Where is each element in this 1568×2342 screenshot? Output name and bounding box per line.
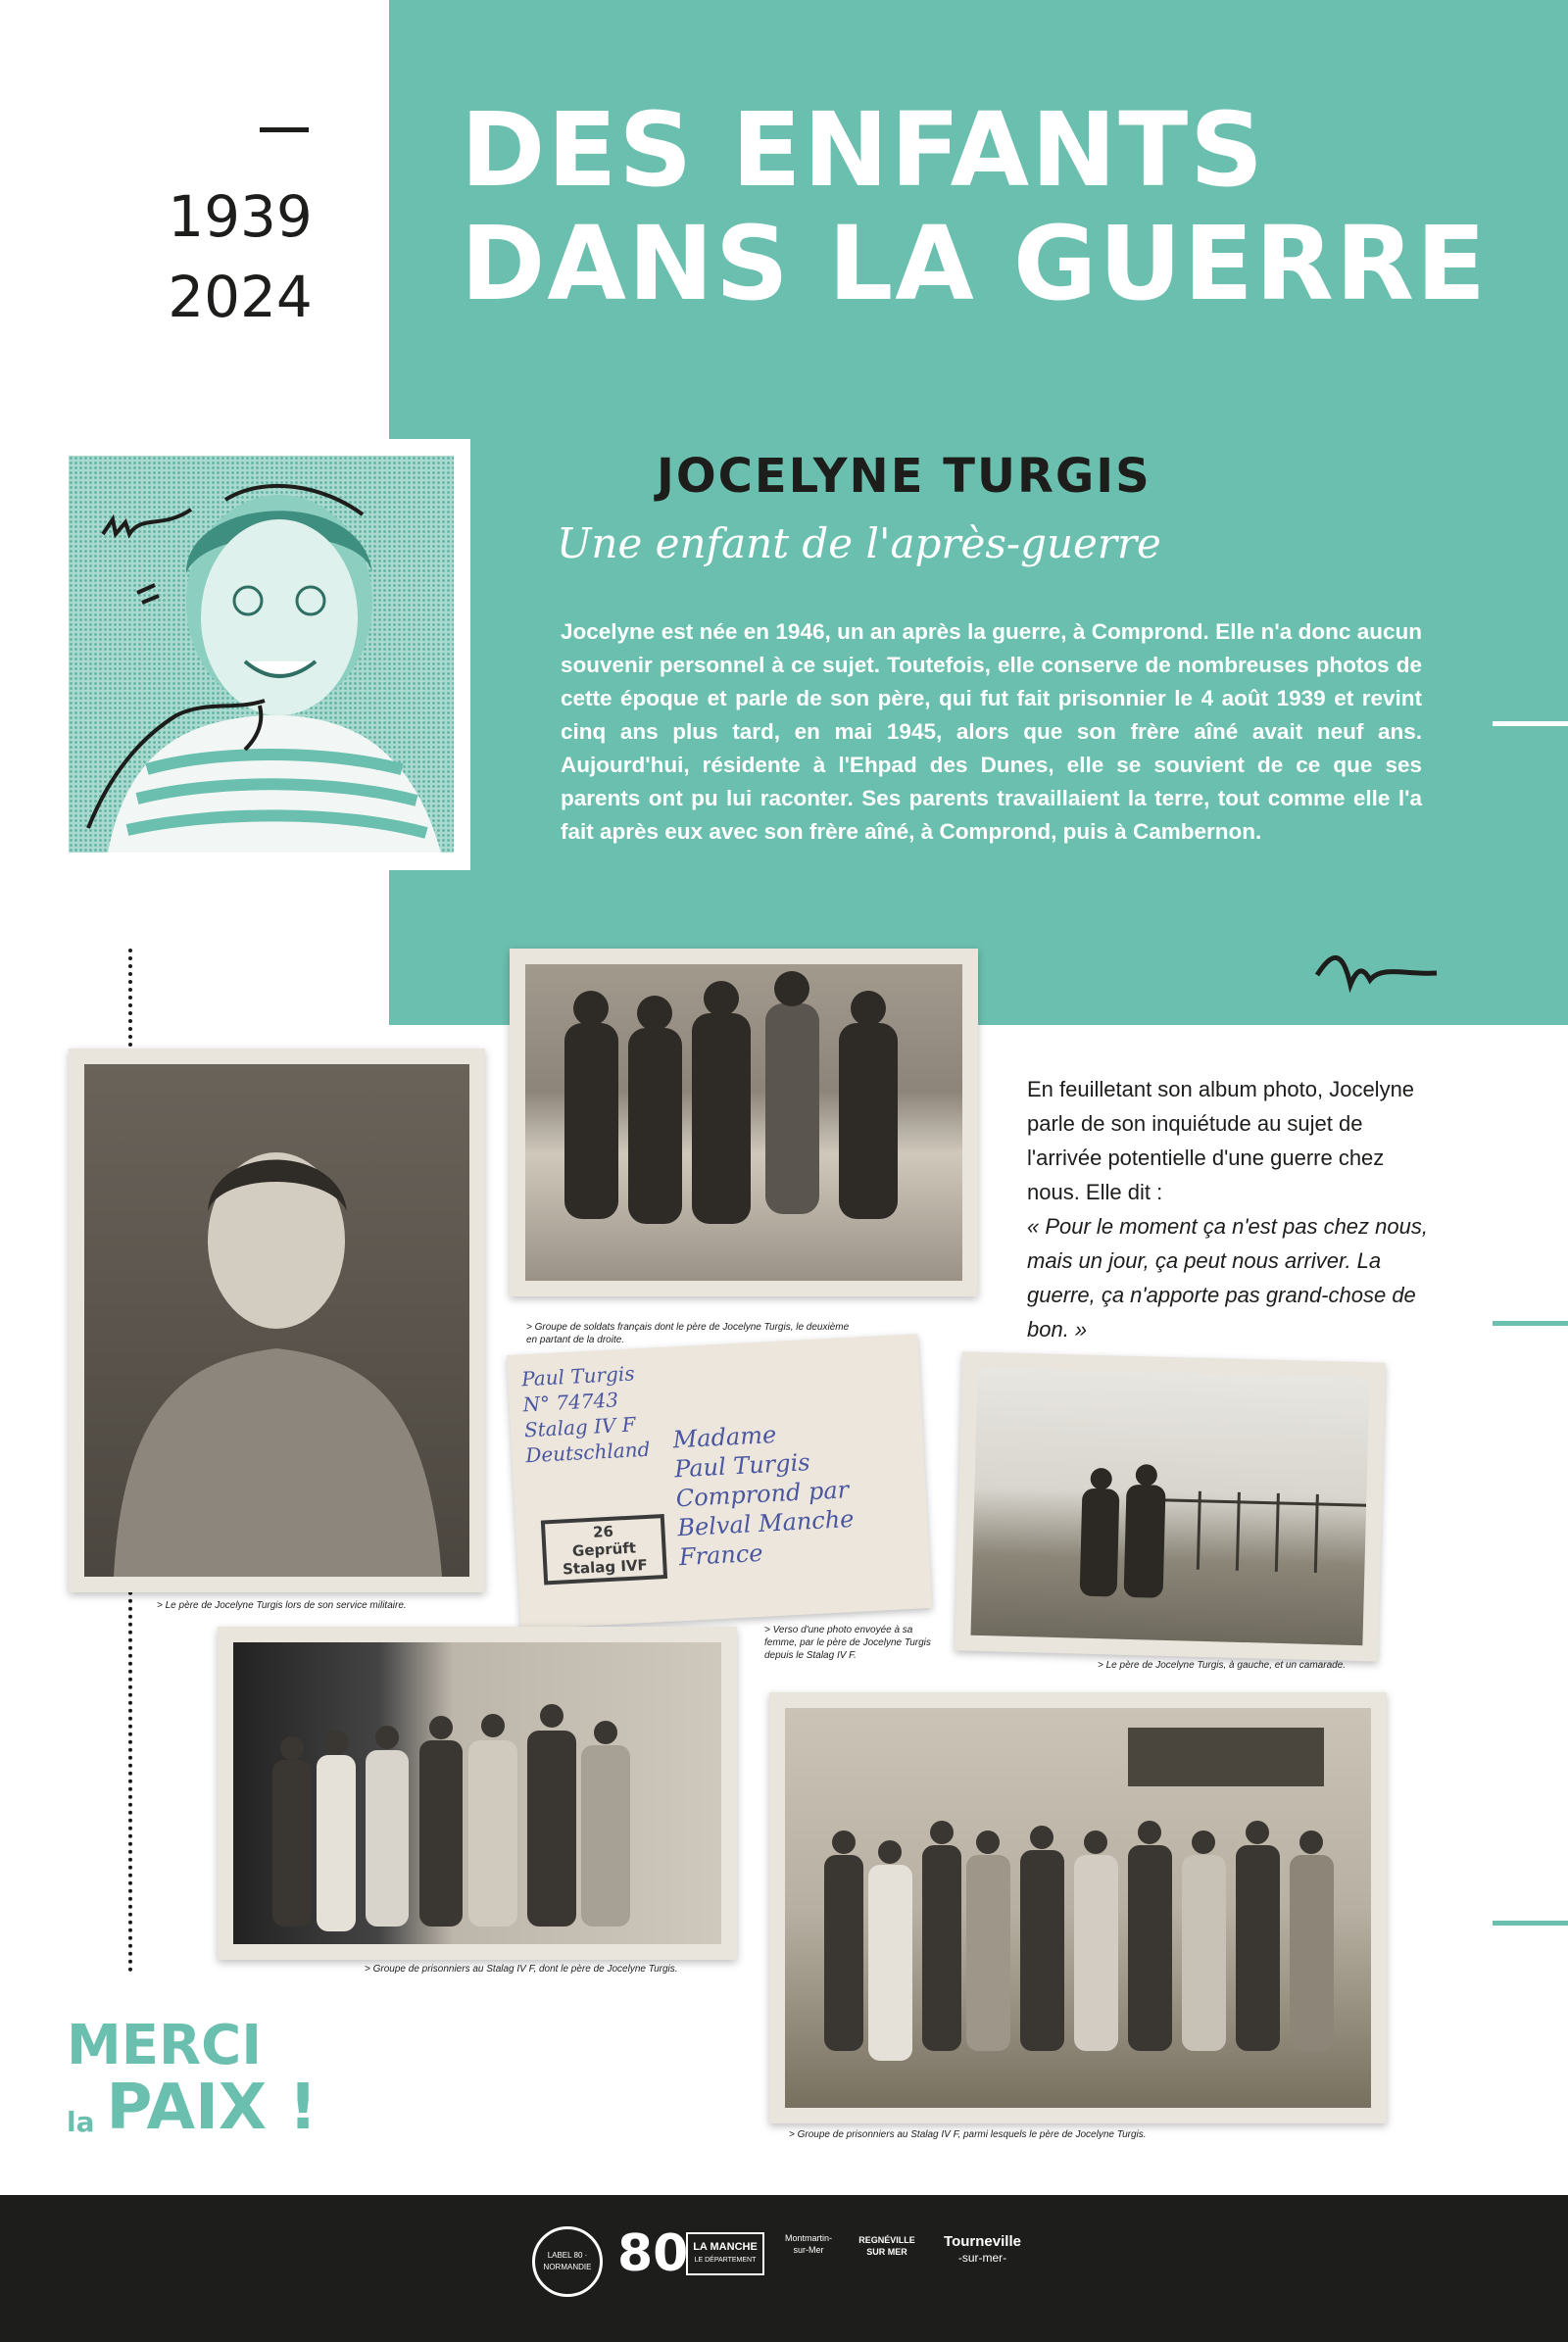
postcard-sender	[521, 1360, 651, 1469]
caption-prisoners-small: > Groupe de prisonniers au Stalag IV F, dont le père de Jocelyne Turgis.	[365, 1964, 678, 1975]
postcard-back	[507, 1334, 932, 1630]
portrait-photo	[69, 456, 454, 853]
merci-word: MERCI	[67, 2014, 263, 2077]
postcard-addr-5: France	[678, 1538, 764, 1572]
quote-text: « Pour le moment ça n'est pas chez nous, mais un jour, ça peut nous arriver. La guerre, ça n'apporte pas grand-chose de bon. »	[1027, 1214, 1428, 1342]
title-line-2: DANS LA GUERRE	[461, 204, 1488, 323]
postcard-addr-3: Comprond par	[675, 1476, 850, 1513]
80-logo: 80	[617, 2224, 689, 2283]
label-80-logo: LABEL 80 · NORMANDIE	[532, 2226, 603, 2297]
soldiers-figures	[525, 964, 962, 1281]
two-men-figures	[970, 1368, 1369, 1645]
stamp-stalag: Stalag IVF	[562, 1555, 649, 1579]
portrait-illustration	[69, 456, 454, 853]
paix-word: PAIX !	[106, 2072, 318, 2144]
caption-soldiers-group: > Groupe de soldats français dont le père de Jocelyne Turgis, le deuxième en partant de la droite.	[526, 1322, 850, 1345]
years-label	[157, 176, 323, 337]
la-manche-text: LA MANCHE	[693, 2241, 758, 2253]
teal-accent-line-1	[1493, 1321, 1568, 1326]
caption-military-portrait: > Le père de Jocelyne Turgis lors de son service militaire.	[157, 1600, 407, 1611]
la-manche-logo	[686, 2232, 764, 2275]
prisoners-small-figures	[233, 1642, 721, 1944]
footer-bar	[0, 2195, 1568, 2342]
regneville-logo: REGNÉVILLE SUR MER	[858, 2235, 915, 2257]
photo-military-portrait	[69, 1049, 485, 1592]
postcard-addr-4: Belval Manche	[676, 1504, 856, 1542]
white-accent-line	[1493, 721, 1568, 726]
photo-soldiers-group	[510, 949, 978, 1296]
montmartin-logo: Montmartin-sur-Mer	[784, 2233, 832, 2255]
teal-accent-line-2	[1493, 1921, 1568, 1926]
quote-block	[1027, 1072, 1439, 1346]
scribble-decoration	[1313, 946, 1441, 995]
caption-two-men: > Le père de Jocelyne Turgis, à gauche, et un camarade.	[1098, 1660, 1347, 1671]
page-title	[461, 90, 1488, 323]
photo-prisoners-large	[769, 1692, 1387, 2123]
postcard-line-3: Stalag IV F	[523, 1412, 637, 1442]
caption-prisoners-large: > Groupe de prisonniers au Stalag IV F, parmi lesquels le père de Jocelyne Turgis.	[789, 2129, 1147, 2140]
stamp-geprueft: Geprüft	[571, 1538, 637, 1560]
photo-two-men	[955, 1351, 1386, 1661]
postcard-line-4: Deutschland	[524, 1437, 651, 1468]
postcard-addr-2: Paul Turgis	[673, 1448, 811, 1484]
year-dash	[260, 127, 309, 132]
postcard-line-1: Paul Turgis	[520, 1361, 636, 1391]
military-figure	[84, 1064, 469, 1577]
la-manche-subtext: LE DÉPARTEMENT	[694, 2257, 757, 2264]
intro-paragraph: Jocelyne est née en 1946, un an après la guerre, à Comprond. Elle n'a donc aucun souvenir personnel à ce sujet. Toutefois, elle conserve de nombreuses photos de cette époque et parle de son père, qui fut fait prisonnier le 4 août 1939 et revint cinq ans plus tard, en mai 1945, alors que son frère aîné avait neuf ans. Aujourd'hui, résidente à l'Ehpad des Dunes, elle se souvient de ce que ses parents ont pu lui raconter. Ses parents travaillaient la terre, tout comme elle l'a fait après eux avec son frère aîné, à Comprond, puis à Cambernon.	[561, 619, 1422, 844]
caption-postcard: > Verso d'une photo envoyée à sa femme, par le père de Jocelyne Turgis depuis le Stalag IV F.	[764, 1625, 931, 1661]
tourneville-subtext: -sur-mer-	[957, 2251, 1007, 2265]
person-subtitle: Une enfant de l'après-guerre	[557, 519, 1161, 567]
stalag-stamp	[541, 1514, 667, 1586]
prisoners-large-figures	[785, 1708, 1371, 2108]
tourneville-text: Tourneville	[944, 2233, 1021, 2250]
year-start: 1939	[168, 183, 313, 250]
person-name: JOCELYNE TURGIS	[657, 449, 1152, 504]
merci-la-paix-logo	[67, 2014, 318, 2144]
postcard-line-2: N° 74743	[521, 1388, 619, 1417]
postcard-addr-1: Madame	[671, 1420, 777, 1454]
year-end: 2024	[168, 264, 313, 330]
title-line-1: DES ENFANTS	[461, 90, 1266, 210]
photo-prisoners-small	[218, 1627, 737, 1960]
quote-intro: En feuilletant son album photo, Jocelyne parle de son inquiétude au sujet de l'arrivée potentielle d'une guerre chez nous. Elle dit :	[1027, 1077, 1415, 1204]
postcard-address	[672, 1416, 857, 1572]
stamp-number: 26	[592, 1522, 614, 1541]
la-word: la	[67, 2106, 95, 2138]
tourneville-logo	[936, 2234, 1029, 2266]
